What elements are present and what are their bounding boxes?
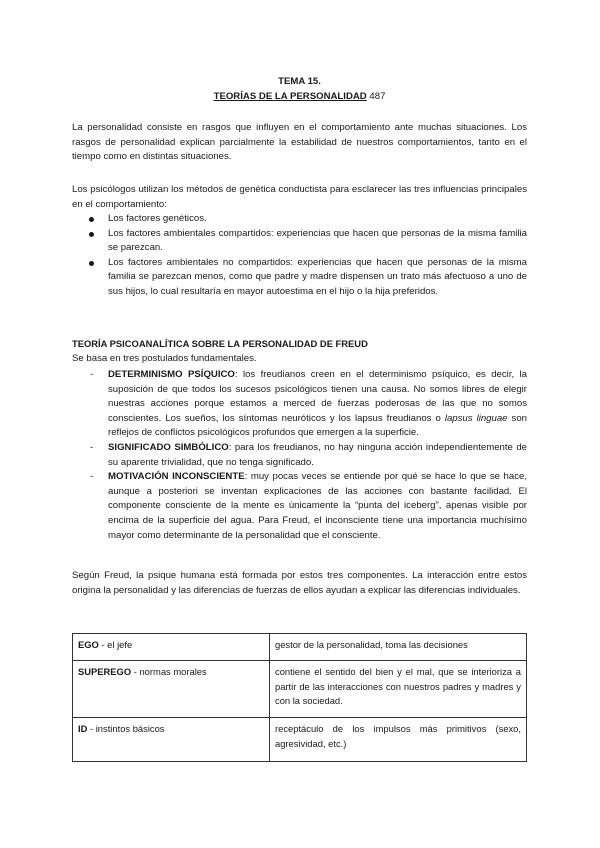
postulates-list bbox=[72, 368, 527, 543]
postulate-text-end: son reflejos de conflictos psicológicos profundos que emergen a la superficie. bbox=[108, 412, 527, 439]
list-item-text: Los factores ambientales no compartidos: experiencias que hacen que personas de la misma familia se parezcan menos, como que padre y madre dispensen un trato más afectuoso a uno de sus hijos, lo cual resultaría en mayor autoestima en el hijo o la hija preferidos. bbox=[108, 256, 527, 297]
dash-bullet: - bbox=[90, 369, 94, 380]
title-block bbox=[72, 74, 527, 104]
list-item bbox=[72, 256, 527, 300]
summary-paragraph: Según Freud, la psique humana está formada por estos tres componentes. La interacción entre estos origina la personalidad y las diferencias de fuerzas de ellos ayudan a explicar las diferencias individuales. bbox=[72, 570, 527, 596]
component-name: SUPEREGO bbox=[78, 666, 132, 677]
list-item bbox=[72, 470, 527, 543]
section-heading: TEORÍA PSICOANALÍTICA SOBRE LA PERSONALIDAD DE FREUD bbox=[72, 338, 368, 349]
bullet-icon bbox=[89, 261, 94, 266]
chapter-title-line bbox=[72, 89, 527, 104]
postulate-term: DETERMINISMO PSÍQUICO bbox=[108, 369, 235, 380]
page-number: 487 bbox=[369, 91, 386, 102]
postulate-term: MOTIVACIÓN INCONSCIENTE bbox=[108, 471, 245, 483]
table-cell-description: contiene el sentido del bien y el mal, que se interioriza a partir de las interacciones con nuestros padres y madres y con la sociedad. bbox=[270, 661, 527, 718]
bullet-icon bbox=[89, 232, 94, 237]
list-item-text: Los factores ambientales compartidos: experiencias que hacen que personas de la misma familia se parezcan. bbox=[108, 227, 527, 254]
table-cell-term bbox=[73, 718, 270, 762]
component-label: - normas morales bbox=[131, 666, 207, 677]
list-item bbox=[72, 227, 527, 256]
chapter-title: TEORÍAS DE LA PERSONALIDAD bbox=[213, 91, 367, 102]
influences-list bbox=[72, 212, 527, 300]
list-item-text: Los factores genéticos. bbox=[108, 213, 207, 224]
dash-bullet: - bbox=[90, 471, 94, 483]
table-cell-description: receptáculo de los impulsos más primitivos (sexo, agresividad, etc.) bbox=[270, 718, 527, 762]
component-label: - el jefe bbox=[98, 639, 133, 650]
component-label: - instintos básicos bbox=[87, 723, 165, 734]
chapter-number: TEMA 15. bbox=[278, 76, 321, 87]
intro-paragraph: La personalidad consiste en rasgos que influyen en el comportamiento ante muchas situaciones. Los rasgos de personalidad explican parcialmente la estabilidad de nuestros comportamientos, tanto en el tiempo como en distintas situaciones. bbox=[72, 122, 527, 163]
section-lead: Se basa en tres postulados fundamentales. bbox=[72, 353, 257, 364]
postulate-italic-text: lapsus linguae bbox=[444, 412, 508, 424]
list-item bbox=[72, 368, 527, 441]
table-row bbox=[73, 634, 527, 661]
component-name: EGO bbox=[78, 639, 99, 650]
list-item bbox=[72, 441, 527, 470]
table-cell-term bbox=[73, 634, 270, 661]
influences-intro-paragraph: Los psicólogos utilizan los métodos de genética conductista para esclarecer las tres influencias principales en el comportamiento: bbox=[72, 184, 527, 210]
table-row bbox=[73, 661, 527, 718]
table-row bbox=[73, 718, 527, 762]
table-cell-term bbox=[73, 661, 270, 718]
postulate-text: : los freudianos creen en el determinismo psíquico, es decir, la suposición de que todos los sucesos psicológicos tienen una causa. No somos libres de elegir nuestras acciones porque estamos a merced de fuerzas poderosas de las que no somos conscientes. Los sueños, los síntomas neuróticos y los lapsus freudianos o bbox=[108, 369, 527, 424]
postulate-term: SIGNIFICADO SIMBÓLICO bbox=[108, 441, 229, 453]
table-cell-description: gestor de la personalidad, toma las decisiones bbox=[270, 634, 527, 661]
psyche-components-table bbox=[72, 633, 527, 762]
postulate-text: : muy pocas veces se entiende por qué se hace lo que se hace, aunque a posteriori se inventan explicaciones de las acciones con bastante facilidad. El componente consciente de la mente es únicamente la “punta del iceberg”, apenas visible por encima de la superficie del agua. Para Freud, el inconsciente tiene una importancia muchísimo mayor como determinante de la personalidad que el consciente. bbox=[108, 471, 527, 541]
bullet-icon bbox=[89, 217, 94, 222]
list-item bbox=[72, 212, 527, 227]
dash-bullet: - bbox=[90, 441, 94, 453]
postulate-text: : para los freudianos, no hay ninguna acción independientemente de su aparente trivialidad, que no tenga significado. bbox=[108, 441, 528, 468]
component-name: ID bbox=[78, 723, 88, 734]
